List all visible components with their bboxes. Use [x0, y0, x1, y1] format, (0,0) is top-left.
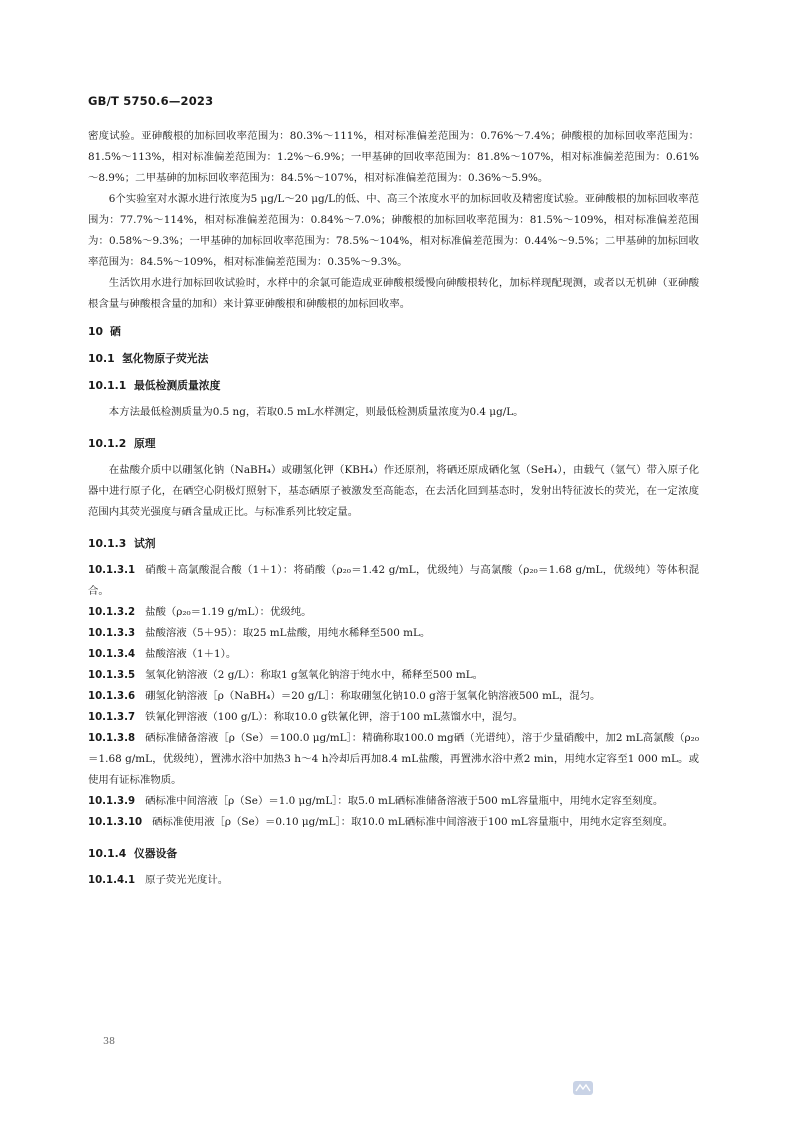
item-number: 10.1.3.4 — [88, 649, 136, 660]
section-number: 10.1.3 — [88, 537, 127, 550]
section-number: 10.1.4 — [88, 847, 127, 860]
heading-section-10 — [88, 321, 699, 342]
item-text: 氢氧化钠溶液（2 g/L）：称取1 g氢氧化钠溶于纯水中，稀释至500 mL。 — [145, 669, 484, 681]
item-number: 10.1.3.9 — [88, 796, 136, 807]
paragraph-detection-limit: 本方法最低检测质量为0.5 ng，若取0.5 mL水样测定，则最低检测质量浓度为0.4 μg/L。 — [108, 406, 524, 418]
reagent-item — [88, 665, 699, 686]
reagent-list — [88, 560, 699, 833]
item-text: 硒标准使用液［ρ（Se）＝0.10 μg/mL］：取10.0 mL硒标准中间溶液于100 mL容量瓶中，用纯水定容至刻度。 — [152, 816, 674, 828]
reagent-item — [88, 686, 699, 707]
reagent-item — [88, 623, 699, 644]
publisher-logo-icon — [572, 1080, 594, 1096]
item-number: 10.1.3.8 — [88, 733, 136, 744]
equipment-item — [88, 870, 699, 891]
item-text: 原子荧光光度计。 — [145, 874, 229, 886]
reagent-item — [88, 560, 699, 602]
section-title: 仪器设备 — [134, 847, 178, 860]
paragraph-precision-cont: 密度试验。亚砷酸根的加标回收率范围为：80.3%～111%，相对标准偏差范围为：0.76%～7.4%；砷酸根的加标回收率范围为：81.5%～113%，相对标准偏差范围为：1.2%～6.9%；一甲基砷的回收率范围为：81.8%～107%，相对标准偏差范围为：0.61%～8.9%；二甲基砷的加标回收率范围为：84.5%～107%，相对标准偏差范围为：0.36%～5.9%。 — [88, 130, 699, 184]
item-text: 硼氢化钠溶液［ρ（NaBH₄）＝20 g/L］：称取硼氢化钠10.0 g溶于氢氧化钠溶液500 mL，混匀。 — [145, 690, 601, 702]
item-text: 铁氰化钾溶液（100 g/L）：称取10.0 g铁氰化钾，溶于100 mL蒸馏水中，混匀。 — [145, 711, 524, 723]
standard-code-header: GB/T 5750.6—2023 — [88, 94, 214, 108]
reagent-item — [88, 644, 699, 665]
section-title: 硒 — [110, 325, 121, 338]
item-number: 10.1.3.3 — [88, 628, 136, 639]
item-number: 10.1.3.1 — [88, 565, 136, 576]
section-title: 原理 — [134, 437, 156, 450]
item-text: 硝酸＋高氯酸混合酸（1＋1）：将硝酸（ρ₂₀＝1.42 g/mL，优级纯）与高氯酸（ρ₂₀＝1.68 g/mL，优级纯）等体积混合。 — [88, 564, 699, 597]
reagent-item — [88, 707, 699, 728]
item-text: 盐酸溶液（1＋1）。 — [145, 648, 237, 660]
item-number: 10.1.4.1 — [88, 875, 136, 886]
paragraph-source-water: 6个实验室对水源水进行浓度为5 μg/L～20 μg/L的低、中、高三个浓度水平的加标回收及精密度试验。亚砷酸根的加标回收率范围为：77.7%～114%，相对标准偏差范围为：0.84%～7.0%；砷酸根的加标回收率范围为：81.5%～109%，相对标准偏差范围为：0.58%～9.3%；一甲基砷的加标回收率范围为：78.5%～104%，相对标准偏差范围为：0.44%～9.5%；二甲基砷的加标回收率范围为：84.5%～109%，相对标准偏差范围为：0.35%～9.3%。 — [88, 193, 699, 268]
item-number: 10.1.3.6 — [88, 691, 136, 702]
reagent-item — [88, 812, 699, 833]
paragraph-drinking-water: 生活饮用水进行加标回收试验时，水样中的余氯可能造成亚砷酸根缓慢向砷酸根转化，加标样现配现测，或者以无机砷（亚砷酸根含量与砷酸根含量的加和）来计算亚砷酸根和砷酸根的加标回收率。 — [88, 277, 699, 310]
item-text: 盐酸溶液（5＋95）：取25 mL盐酸，用纯水稀释至500 mL。 — [145, 627, 431, 639]
section-number: 10.1.2 — [88, 437, 127, 450]
heading-section-10-1 — [88, 348, 699, 369]
section-number: 10.1 — [88, 352, 115, 365]
item-text: 盐酸（ρ₂₀＝1.19 g/mL）：优级纯。 — [145, 606, 312, 618]
page-content — [88, 126, 699, 891]
section-title: 最低检测质量浓度 — [134, 379, 221, 392]
page-number: 38 — [103, 1036, 116, 1047]
heading-section-10-1-1 — [88, 375, 699, 396]
reagent-item — [88, 728, 699, 791]
item-number: 10.1.3.2 — [88, 607, 136, 618]
section-number: 10 — [88, 325, 104, 338]
heading-section-10-1-4 — [88, 843, 699, 864]
section-number: 10.1.1 — [88, 379, 127, 392]
heading-section-10-1-3 — [88, 533, 699, 554]
item-number: 10.1.3.10 — [88, 817, 143, 828]
reagent-item — [88, 602, 699, 623]
reagent-item — [88, 791, 699, 812]
item-text: 硒标准中间溶液［ρ（Se）＝1.0 μg/mL］：取5.0 mL硒标准储备溶液于500 mL容量瓶中，用纯水定容至刻度。 — [145, 795, 664, 807]
item-text: 硒标准储备溶液［ρ（Se）＝100.0 μg/mL］：精确称取100.0 mg硒（光谱纯），溶于少量硝酸中，加2 mL高氯酸（ρ₂₀＝1.68 g/mL，优级纯），置沸水浴中加热3 h～4 h冷却后再加8.4 mL盐酸，再置沸水浴中煮2 min，用纯水定容至1 000 mL。或使用有证标准物质。 — [88, 732, 699, 786]
paragraph-principle: 在盐酸介质中以硼氢化钠（NaBH₄）或硼氢化钾（KBH₄）作还原剂，将硒还原成硒化氢（SeH₄），由载气（氩气）带入原子化器中进行原子化，在硒空心阴极灯照射下，基态硒原子被激发至高能态，在去活化回到基态时，发射出特征波长的荧光，在一定浓度范围内其荧光强度与硒含量成正比。与标准系列比较定量。 — [88, 464, 699, 518]
item-number: 10.1.3.5 — [88, 670, 136, 681]
section-title: 试剂 — [134, 537, 156, 550]
item-number: 10.1.3.7 — [88, 712, 136, 723]
section-title: 氢化物原子荧光法 — [122, 352, 209, 365]
heading-section-10-1-2 — [88, 433, 699, 454]
